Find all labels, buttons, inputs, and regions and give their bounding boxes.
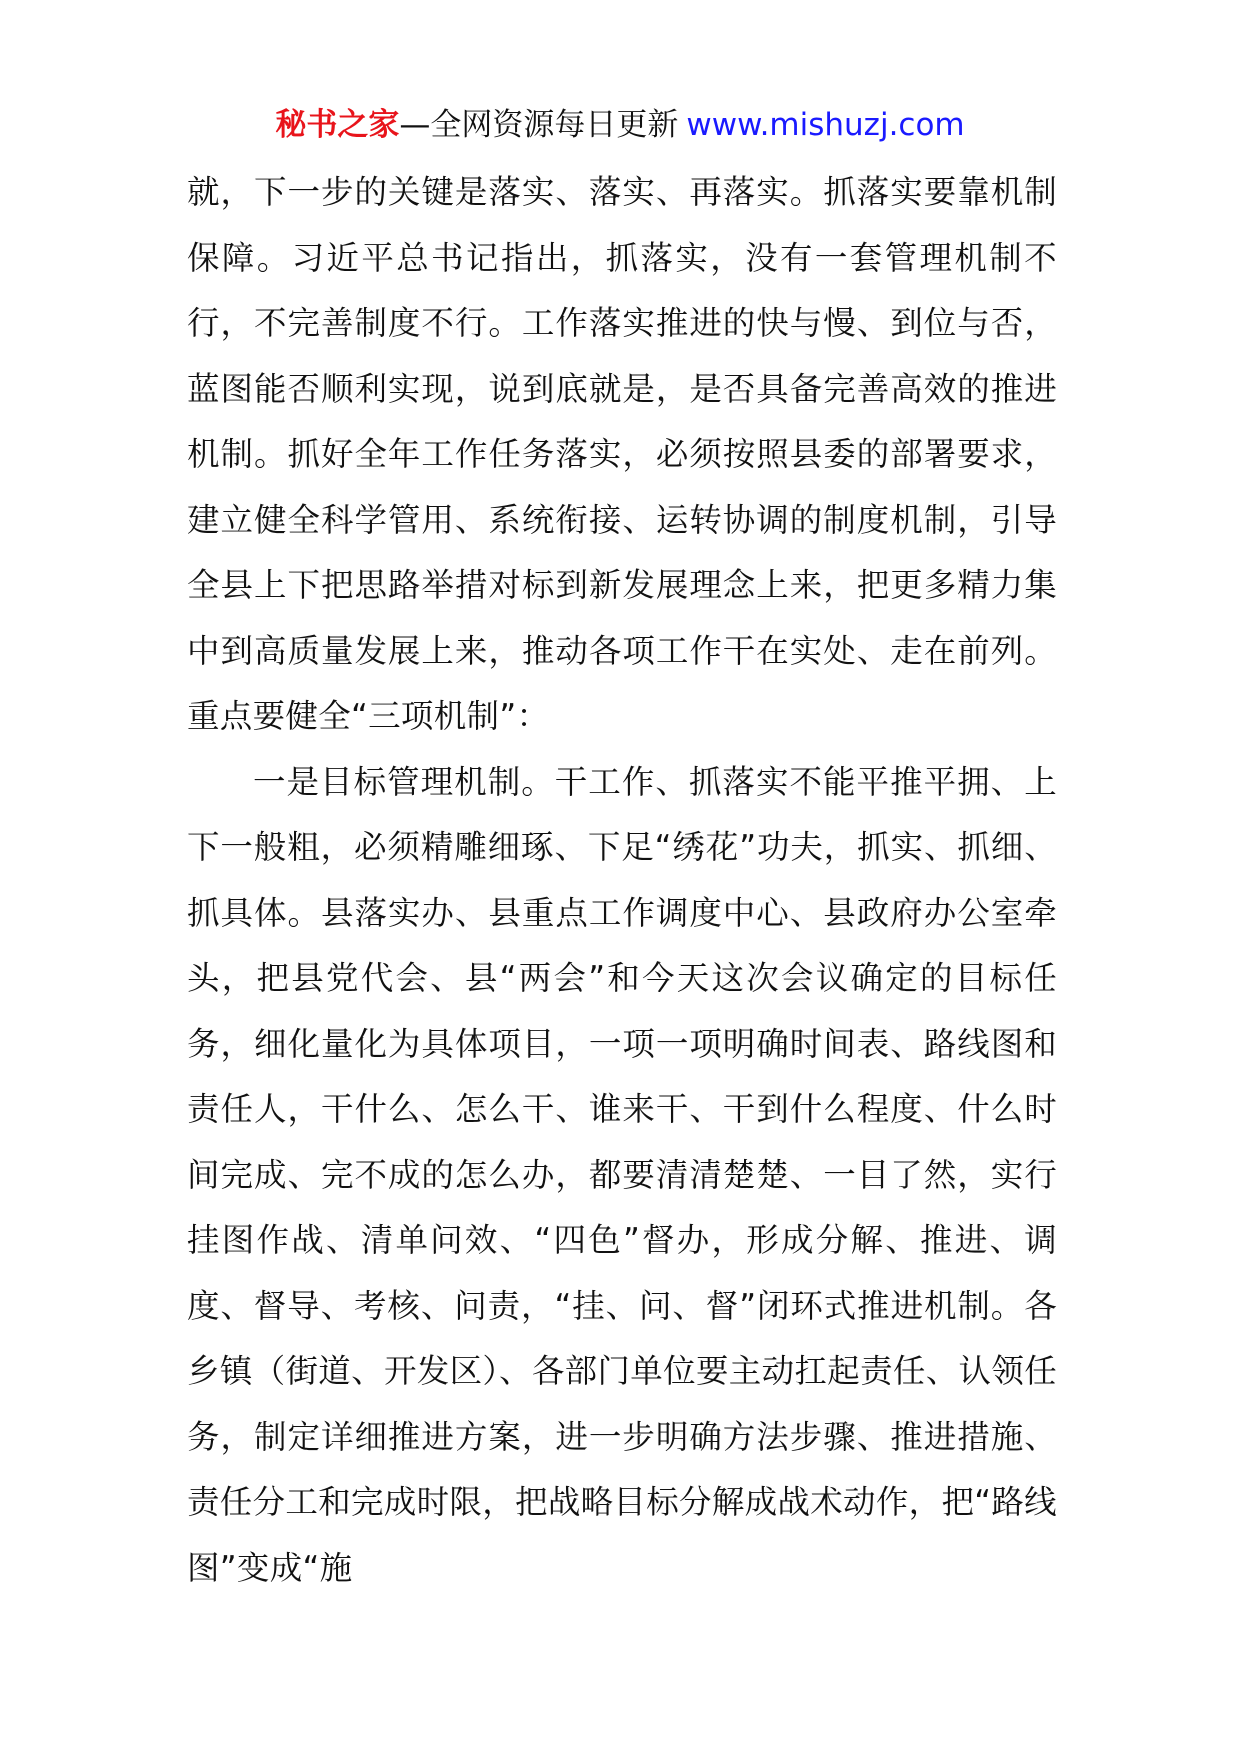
brand-name: 秘书之家	[275, 107, 400, 143]
header-tagline: —全网资源每日更新	[399, 107, 679, 143]
document-body	[187, 160, 1057, 1601]
paragraph-continuation: 就，下一步的关键是落实、落实、再落实。抓落实要靠机制保障。习近平总书记指出，抓落实，没有一套管理机制不行，不完善制度不行。工作落实推进的快与慢、到位与否，蓝图能否顺利实现，说到底就是，是否具备完善高效的推进机制。抓好全年工作任务落实，必须按照县委的部署要求，建立健全科学管用、系统衔接、运转协调的制度机制，引导全县上下把思路举措对标到新发展理念上来，把更多精力集中到高质量发展上来，推动各项工作干在实处、走在前列。重点要健全“三项机制”：	[187, 173, 1057, 735]
paragraph-target-management: 一是目标管理机制。干工作、抓落实不能平推平拥、上下一般粗，必须精雕细琢、下足“绣花”功夫，抓实、抓细、抓具体。县落实办、县重点工作调度中心、县政府办公室牵头，把县党代会、县“两会”和今天这次会议确定的目标任务，细化量化为具体项目，一项一项明确时间表、路线图和责任人，干什么、怎么干、谁来干、干到什么程度、什么时间完成、完不成的怎么办，都要清清楚楚、一目了然，实行挂图作战、清单问效、“四色”督办，形成分解、推进、调度、督导、考核、问责，“挂、问、督”闭环式推进机制。各乡镇（街道、开发区）、各部门单位要主动扛起责任、认领任务，制定详细推进方案，进一步明确方法步骤、推进措施、责任分工和完成时限，把战略目标分解成战术动作，把“路线图”变成“施	[187, 762, 1057, 1587]
document-header	[0, 98, 1240, 152]
website-link[interactable]: www.mishuzj.com	[686, 107, 965, 143]
